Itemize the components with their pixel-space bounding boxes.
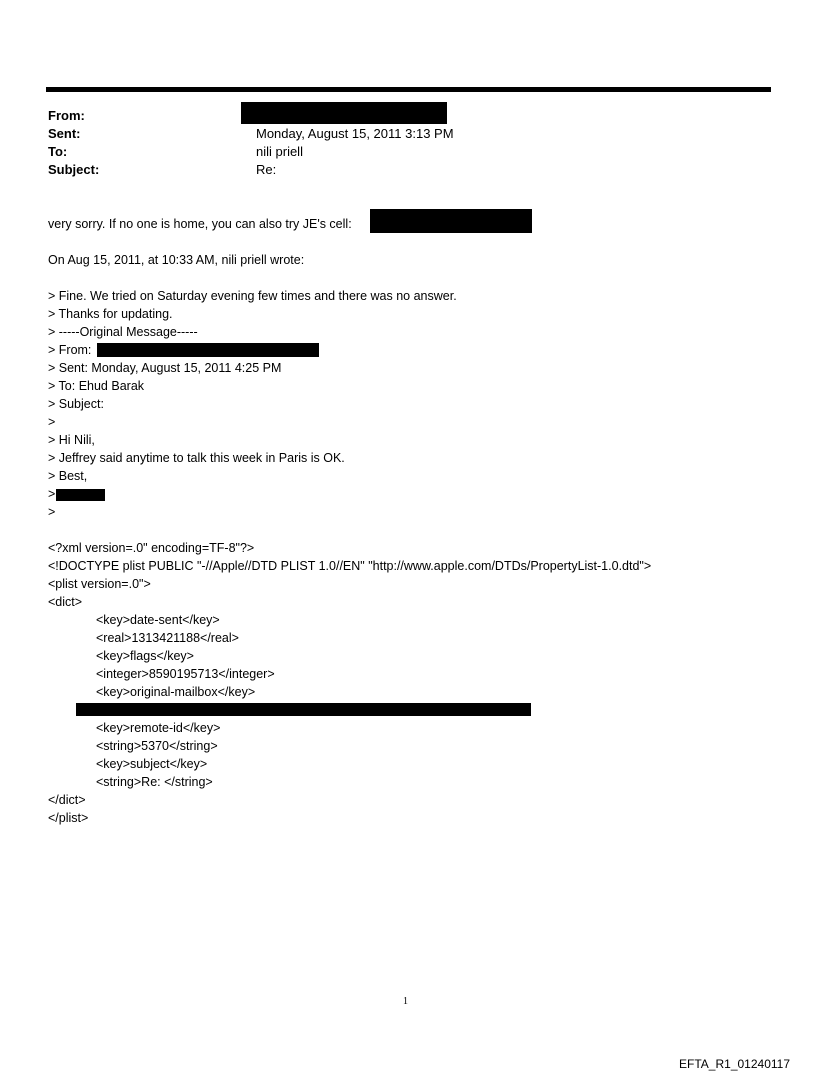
subject-value: Re: xyxy=(256,162,277,177)
quoted-line: > xyxy=(48,415,56,429)
plist-line: <key>original-mailbox</key> xyxy=(96,685,256,699)
redacted-mailbox-string xyxy=(76,703,531,716)
sent-label: Sent: xyxy=(48,126,81,141)
page-number: 1 xyxy=(403,996,408,1007)
quoted-line: > Sent: Monday, August 15, 2011 4:25 PM xyxy=(48,361,282,375)
redacted-from-value xyxy=(241,102,447,124)
quoted-line: > xyxy=(48,505,56,519)
plist-line: <string>Re: </string> xyxy=(96,775,213,789)
plist-line: <dict> xyxy=(48,595,83,609)
plist-line: <plist version=.0"> xyxy=(48,577,151,591)
quoted-line: > -----Original Message----- xyxy=(48,325,198,339)
quoted-line: > Thanks for updating. xyxy=(48,307,173,321)
quoted-line: > Fine. We tried on Saturday evening few times and there was no answer. xyxy=(48,289,457,303)
plist-line: <!DOCTYPE plist PUBLIC "-//Apple//DTD PLIST 1.0//EN" "http://www.apple.com/DTDs/PropertyList-1.0.dtd"> xyxy=(48,559,652,573)
quoted-line: > Hi Nili, xyxy=(48,433,95,447)
redacted-phone xyxy=(370,209,532,233)
quoted-line: > To: Ehud Barak xyxy=(48,379,145,393)
from-label: From: xyxy=(48,108,85,123)
subject-label: Subject: xyxy=(48,162,100,177)
to-label: To: xyxy=(48,144,68,159)
plist-line: <string>5370</string> xyxy=(96,739,218,753)
quoted-line: > xyxy=(48,487,56,501)
plist-line: <key>date-sent</key> xyxy=(96,613,220,627)
plist-line: <key>subject</key> xyxy=(96,757,208,771)
to-value: nili priell xyxy=(256,144,303,159)
document-id: EFTA_R1_01240117 xyxy=(679,1057,790,1071)
plist-line: </plist> xyxy=(48,811,89,825)
quoted-line: > From: xyxy=(48,343,92,357)
quoted-line: > Jeffrey said anytime to talk this week in Paris is OK. xyxy=(48,451,345,465)
quote-intro: On Aug 15, 2011, at 10:33 AM, nili priell wrote: xyxy=(48,253,305,267)
plist-line: <key>flags</key> xyxy=(96,649,194,663)
reply-line: very sorry. If no one is home, you can also try JE's cell: xyxy=(48,217,352,231)
redacted-signature xyxy=(56,489,105,501)
sent-value: Monday, August 15, 2011 3:13 PM xyxy=(256,126,454,141)
plist-line: </dict> xyxy=(48,793,86,807)
plist-line: <?xml version=.0" encoding=TF-8"?> xyxy=(48,541,255,555)
quoted-line: > Best, xyxy=(48,469,88,483)
plist-line: <integer>8590195713</integer> xyxy=(96,667,275,681)
quoted-line: > Subject: xyxy=(48,397,104,411)
plist-line: <key>remote-id</key> xyxy=(96,721,221,735)
plist-line: <real>1313421188</real> xyxy=(96,631,239,645)
header-rule xyxy=(46,87,771,92)
redacted-quoted-from xyxy=(97,343,319,357)
